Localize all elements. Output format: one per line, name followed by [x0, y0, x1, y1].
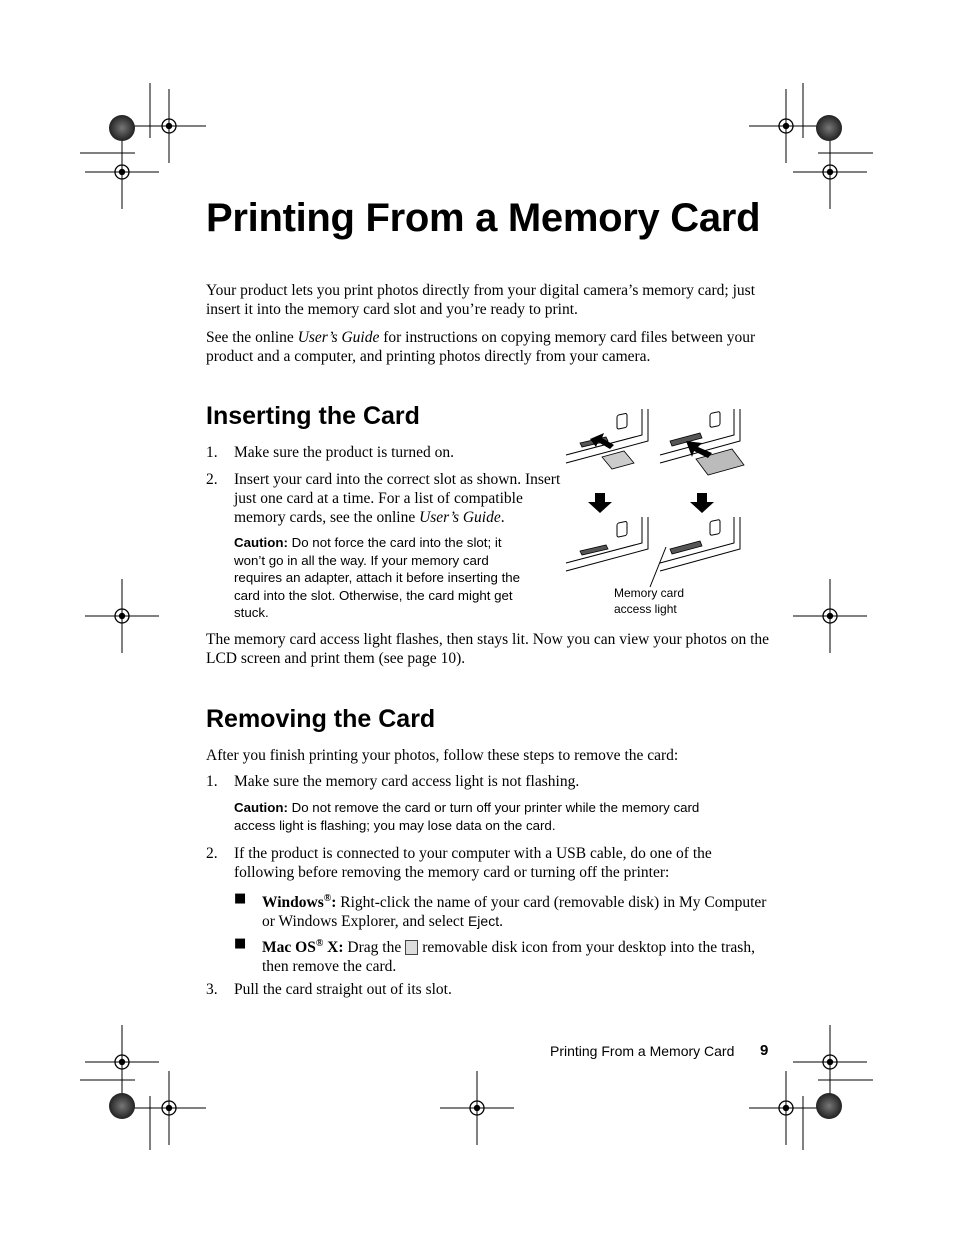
windows-instructions: Windows®: Right-click the name of your card (removable disk) in My Computer or Windows Explorer, and select Eject.: [262, 893, 767, 931]
insert-caution: Caution: Do not force the card into the slot; it won’t go in all the way. If your memory card requires an adapter, attach it before inserting the card into the slot. Otherwise, the card might get stuck.: [234, 535, 521, 620]
access-light-label: Memory card access light: [614, 586, 685, 616]
remove-step-3-text: Pull the card straight out of its slot.: [234, 981, 452, 998]
remove-step-2-text: If the product is connected to your computer with a USB cable, do one of the following before removing the memory card or turning off the printer:: [234, 845, 712, 881]
mac-instructions: Mac OS® X: Drag the removable disk icon from your desktop into the trash, then remove the card.: [262, 938, 755, 976]
page-number: 9: [760, 1042, 769, 1059]
removing-heading: Removing the Card: [206, 705, 436, 733]
access-light-paragraph: The memory card access light flashes, then stays lit. Now you can view your photos on the LCD screen and print them (see page 10).: [206, 631, 770, 667]
insert-step-1-text: Make sure the product is turned on.: [234, 444, 454, 461]
page-title: Printing From a Memory Card: [206, 196, 761, 240]
inserting-heading: Inserting the Card: [206, 402, 420, 430]
intro-paragraph-1: Your product lets you print photos directly from your digital camera’s memory card; just insert it into the memory card slot and you’re ready to print.: [206, 282, 756, 318]
insert-step-2-text: Insert your card into the correct slot as shown. Insert just one card at a time. For a list of compatible memory cards, see the online User’s Guide.: [234, 471, 561, 526]
windows-bullet: ■: [234, 891, 247, 906]
remove-step-2-number: 2.: [206, 845, 218, 862]
footer-title: Printing From a Memory Card: [550, 1043, 735, 1059]
insert-step-1-number: 1.: [206, 444, 218, 461]
remove-step-1-number: 1.: [206, 773, 218, 790]
intro-paragraph-2: See the online User’s Guide for instructions on copying memory card files between your product and a computer, and printing photos directly from your camera.: [206, 329, 756, 365]
mac-bullet: ■: [234, 936, 247, 951]
card-insertion-illustration: [562, 405, 752, 605]
remove-caution: Caution: Do not remove the card or turn off your printer while the memory card access light is flashing; you may lose data on the card.: [234, 800, 700, 833]
removing-intro: After you finish printing your photos, follow these steps to remove the card:: [206, 747, 679, 764]
remove-step-3-number: 3.: [206, 981, 218, 998]
insert-step-2-number: 2.: [206, 471, 218, 488]
remove-step-1-text: Make sure the memory card access light is not flashing.: [234, 773, 580, 790]
removable-disk-icon: [405, 940, 418, 955]
